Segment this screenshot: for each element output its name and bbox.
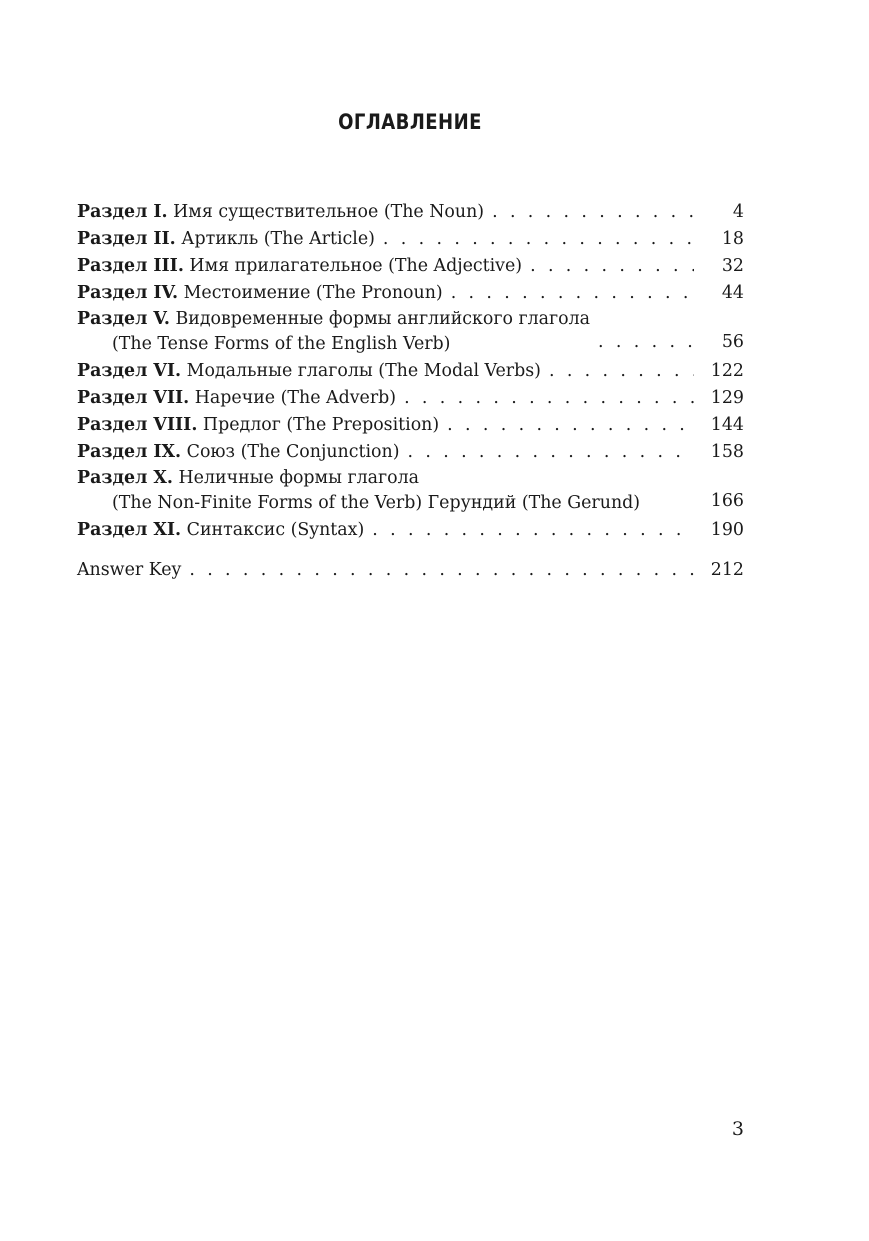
toc-entry-label: Раздел II.: [77, 229, 176, 249]
toc-entry-title: Местоимение (The Pronoun): [183, 283, 443, 303]
toc-entry-text: [77, 199, 484, 226]
toc-entry-title: Answer Key: [77, 560, 182, 580]
toc-entry-11[interactable]: [77, 517, 744, 544]
toc-entry-label: Раздел X.: [77, 468, 173, 488]
toc-entry-title: Предлог (The Preposition): [202, 415, 440, 435]
toc-page-number: 18: [721, 229, 744, 249]
toc-entry-title: Модальные глаголы (The Modal Verbs): [186, 361, 541, 381]
toc-page-number: 56: [721, 332, 744, 352]
toc-entry-label: Раздел VI.: [77, 361, 182, 381]
dot-leader: [598, 329, 694, 356]
toc-entry-label: Раздел VII.: [77, 388, 190, 408]
toc-entry-text: [77, 226, 375, 253]
toc-entry-subtitle: (The Non-Finite Forms of the Verb) Герундий (The Gerund): [112, 492, 641, 513]
toc-entry-text: [77, 439, 400, 466]
toc-page-number: 158: [710, 442, 744, 462]
toc-entry-text: [77, 466, 640, 515]
toc-page-number: 144: [710, 415, 744, 435]
toc-entry-text: [77, 358, 541, 385]
toc-entry-answer-key[interactable]: [77, 557, 744, 584]
dot-leader: [530, 253, 694, 280]
dot-leader: [451, 280, 694, 307]
toc-entry-3[interactable]: [77, 253, 744, 280]
dot-leader: [408, 439, 695, 466]
dot-leader: [383, 226, 694, 253]
toc-entry-text: [77, 253, 522, 280]
toc-entry-title: Наречие (The Adverb): [194, 388, 397, 408]
dot-leader: [372, 517, 694, 544]
toc-entry-label: Раздел I.: [77, 202, 168, 222]
dot-leader: [492, 199, 694, 226]
toc-entry-2[interactable]: [77, 226, 744, 253]
toc-page-number: 190: [710, 520, 744, 540]
toc-entry-label: Раздел XI.: [77, 520, 182, 540]
toc-entry-text: [77, 412, 439, 439]
toc-entry-6[interactable]: [77, 358, 744, 385]
toc-page-number: 44: [721, 283, 744, 303]
toc-entry-title: Синтаксис (Syntax): [186, 520, 365, 540]
toc-entry-label: Раздел III.: [77, 256, 184, 276]
toc-entry-label: Раздел V.: [77, 309, 170, 329]
toc-page-number: 32: [721, 256, 744, 276]
toc-entry-text: [77, 385, 396, 412]
page-title: ОГЛАВЛЕНИЕ: [338, 110, 482, 134]
toc-entry-text: [77, 517, 364, 544]
page-number: 3: [731, 1118, 744, 1140]
toc-entry-5[interactable]: [77, 307, 744, 358]
toc-entry-4[interactable]: [77, 280, 744, 307]
toc-page-number: 122: [710, 361, 744, 381]
toc-entry-label: Раздел IX.: [77, 442, 182, 462]
toc-entry-10[interactable]: [77, 466, 744, 517]
toc-entry-label: Раздел IV.: [77, 283, 179, 303]
dot-leader: [447, 412, 694, 439]
toc-entry-title: Союз (The Conjunction): [186, 442, 400, 462]
toc-page-number: 166: [710, 491, 744, 511]
dot-leader: [404, 385, 694, 412]
toc-entry-subtitle: (The Tense Forms of the English Verb): [112, 333, 451, 354]
toc-entry-7[interactable]: [77, 385, 744, 412]
toc-entry-8[interactable]: [77, 412, 744, 439]
table-of-contents: [77, 199, 744, 584]
toc-entry-text: [77, 280, 443, 307]
toc-entry-title: Имя прилагательное (The Adjective): [189, 256, 523, 276]
toc-entry-title: Артикль (The Article): [181, 229, 375, 249]
toc-entry-title: Имя существительное (The Noun): [173, 202, 485, 222]
toc-entry-9[interactable]: [77, 439, 744, 466]
toc-entry-text: [77, 307, 590, 356]
toc-entry-title: Неличные формы глагола: [178, 468, 419, 488]
dot-leader: [189, 557, 694, 584]
toc-entry-1[interactable]: [77, 199, 744, 226]
toc-page-number: 212: [710, 560, 744, 580]
toc-entry-title: Видовременные формы английского глагола: [175, 309, 591, 329]
dot-leader: [549, 358, 694, 385]
toc-page-number: 4: [732, 202, 744, 222]
toc-page-number: 129: [710, 388, 744, 408]
toc-entry-label: Раздел VIII.: [77, 415, 198, 435]
